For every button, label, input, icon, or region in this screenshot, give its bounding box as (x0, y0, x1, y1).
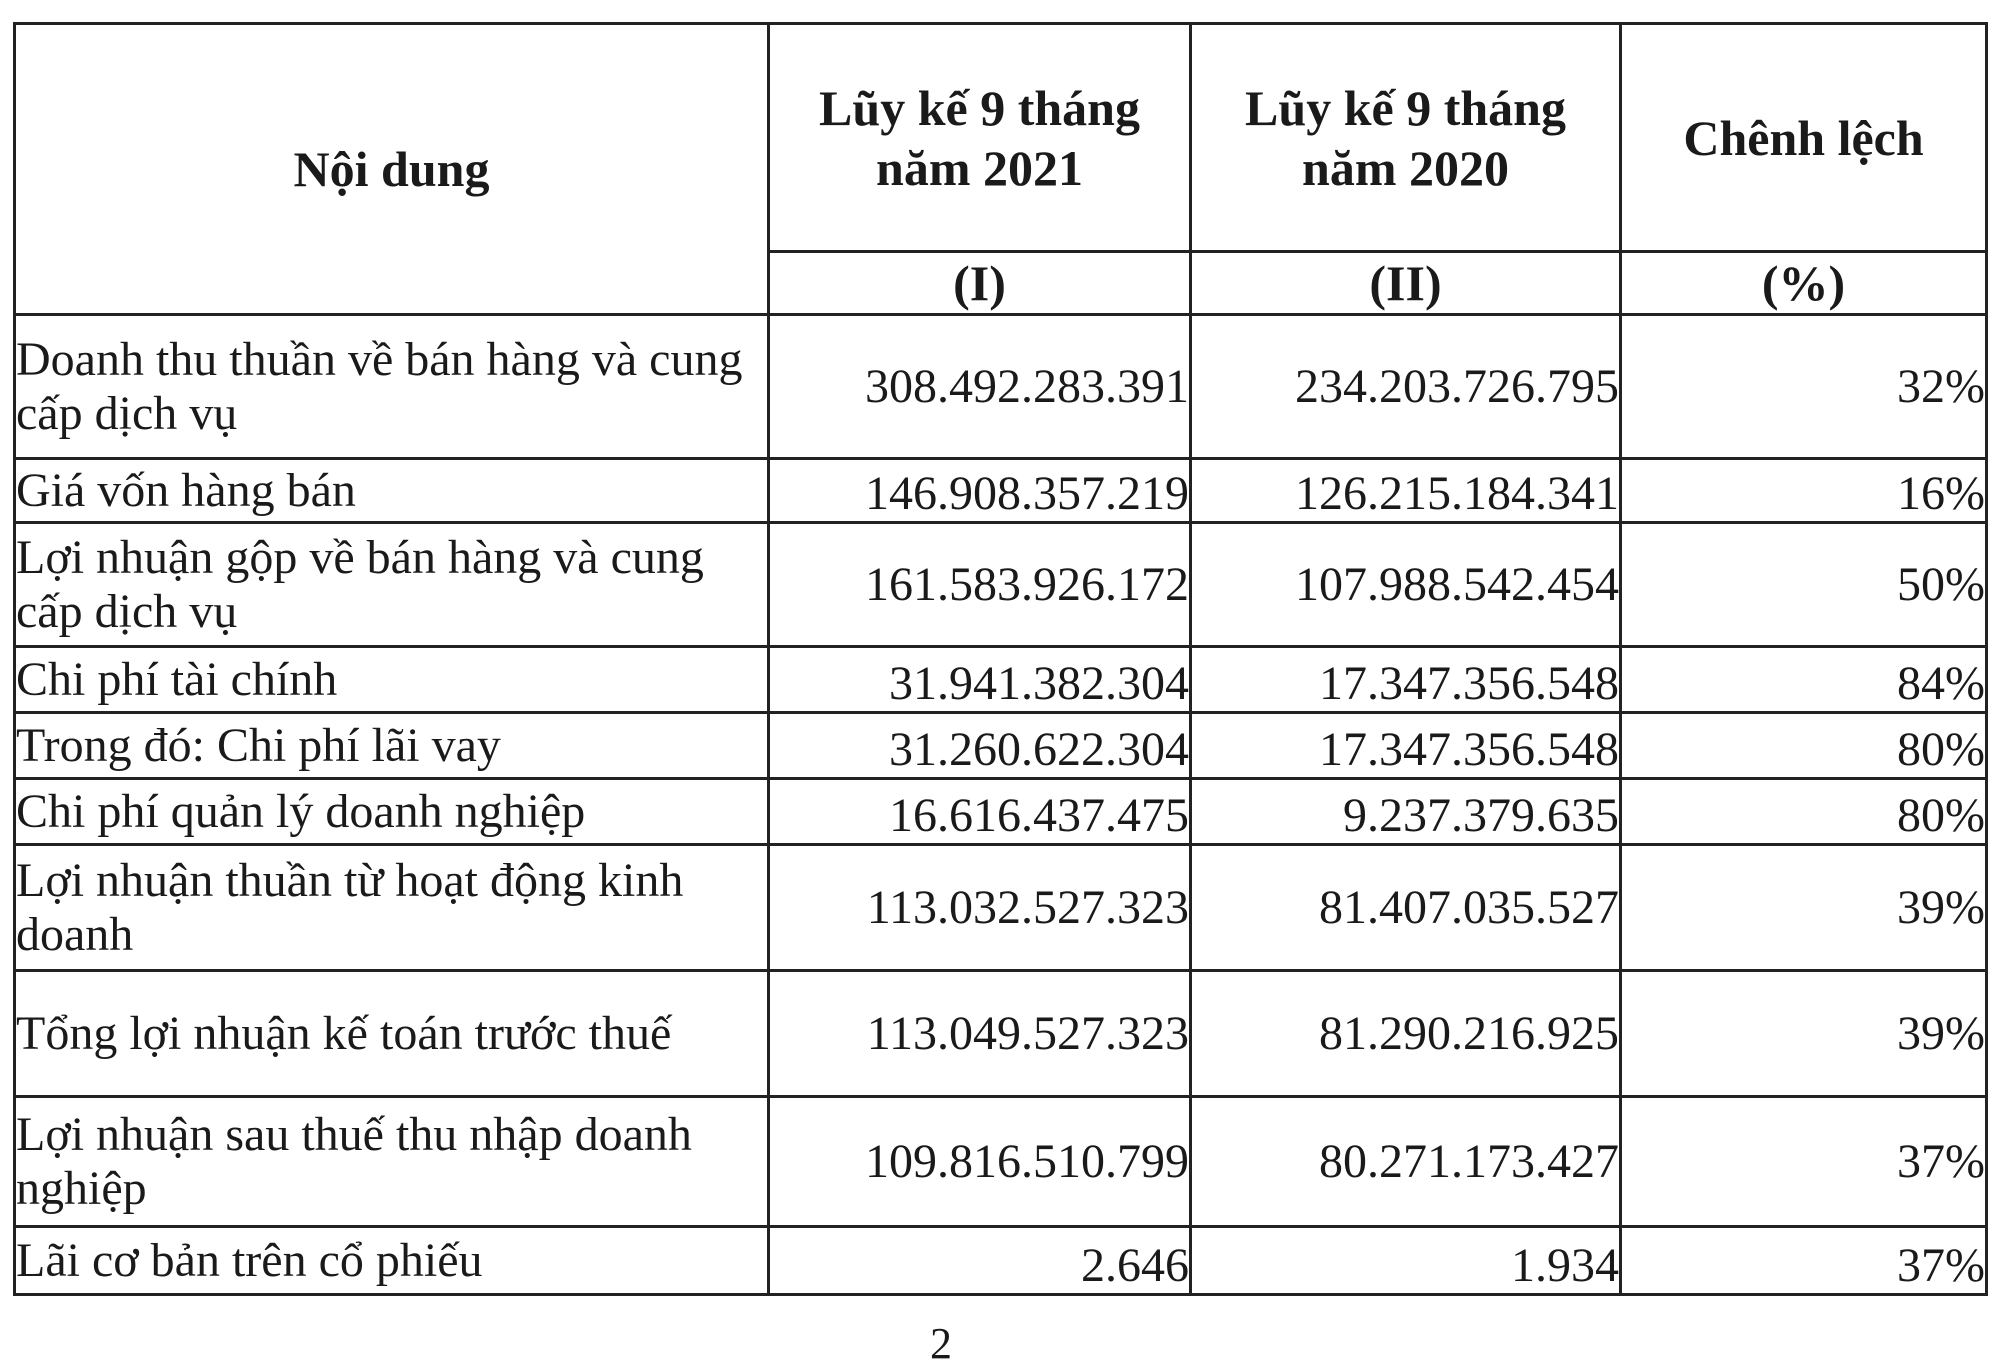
table-row (15, 315, 1987, 459)
value-2021: 146.908.357.219 (769, 459, 1191, 523)
value-2021: 16.616.437.475 (769, 779, 1191, 845)
subheader-percent: (%) (1621, 252, 1987, 315)
row-label: Lãi cơ bản trên cổ phiếu (15, 1227, 769, 1295)
value-2020: 234.203.726.795 (1191, 315, 1621, 459)
value-2020: 81.407.035.527 (1191, 845, 1621, 971)
value-2020: 80.271.173.427 (1191, 1097, 1621, 1227)
value-diff: 39% (1621, 845, 1987, 971)
value-diff: 16% (1621, 459, 1987, 523)
value-2020: 126.215.184.341 (1191, 459, 1621, 523)
value-diff: 84% (1621, 647, 1987, 713)
value-2021: 2.646 (769, 1227, 1191, 1295)
table-row (15, 523, 1987, 647)
row-label: Lợi nhuận gộp về bán hàng và cung cấp dịch vụ (15, 523, 769, 647)
value-diff: 37% (1621, 1227, 1987, 1295)
value-2020: 107.988.542.454 (1191, 523, 1621, 647)
header-difference: Chênh lệch (1621, 24, 1987, 252)
value-2020: 9.237.379.635 (1191, 779, 1621, 845)
value-2021: 113.032.527.323 (769, 845, 1191, 971)
value-2021: 308.492.283.391 (769, 315, 1191, 459)
table-row (15, 971, 1987, 1097)
subheader-ii: (II) (1191, 252, 1621, 315)
value-diff: 80% (1621, 713, 1987, 779)
value-2021: 31.260.622.304 (769, 713, 1191, 779)
value-2021: 31.941.382.304 (769, 647, 1191, 713)
value-2021: 113.049.527.323 (769, 971, 1191, 1097)
value-diff: 50% (1621, 523, 1987, 647)
value-diff: 32% (1621, 315, 1987, 459)
table-row (15, 1097, 1987, 1227)
financial-results-table (13, 22, 1988, 1296)
row-label: Tổng lợi nhuận kế toán trước thuế (15, 971, 769, 1097)
subheader-i: (I) (769, 252, 1191, 315)
value-2021: 161.583.926.172 (769, 523, 1191, 647)
table-row (15, 459, 1987, 523)
table-row (15, 779, 1987, 845)
value-2020: 17.347.356.548 (1191, 647, 1621, 713)
value-2020: 81.290.216.925 (1191, 971, 1621, 1097)
header-2020 (1191, 24, 1621, 252)
page-number: 2 (930, 1319, 952, 1368)
header-2020-line1: Lũy kế 9 tháng (1245, 79, 1566, 136)
row-label: Lợi nhuận sau thuế thu nhập doanh nghiệp (15, 1097, 769, 1227)
value-2020: 1.934 (1191, 1227, 1621, 1295)
row-label: Chi phí quản lý doanh nghiệp (15, 779, 769, 845)
header-2021-line1: Lũy kế 9 tháng (819, 79, 1140, 136)
value-diff: 37% (1621, 1097, 1987, 1227)
header-2021 (769, 24, 1191, 252)
value-diff: 39% (1621, 971, 1987, 1097)
value-2020: 17.347.356.548 (1191, 713, 1621, 779)
table-row (15, 713, 1987, 779)
value-2021: 109.816.510.799 (769, 1097, 1191, 1227)
row-label: Chi phí tài chính (15, 647, 769, 713)
header-content: Nội dung (15, 24, 769, 315)
row-label: Lợi nhuận thuần từ hoạt động kinh doanh (15, 845, 769, 971)
row-label: Giá vốn hàng bán (15, 459, 769, 523)
table-row (15, 1227, 1987, 1295)
header-row (15, 24, 1987, 252)
header-2021-line2: năm 2021 (876, 139, 1083, 196)
value-diff: 80% (1621, 779, 1987, 845)
table-row (15, 845, 1987, 971)
header-2020-line2: năm 2020 (1302, 139, 1509, 196)
table-row (15, 647, 1987, 713)
row-label: Doanh thu thuần về bán hàng và cung cấp dịch vụ (15, 315, 769, 459)
row-label: Trong đó: Chi phí lãi vay (15, 713, 769, 779)
